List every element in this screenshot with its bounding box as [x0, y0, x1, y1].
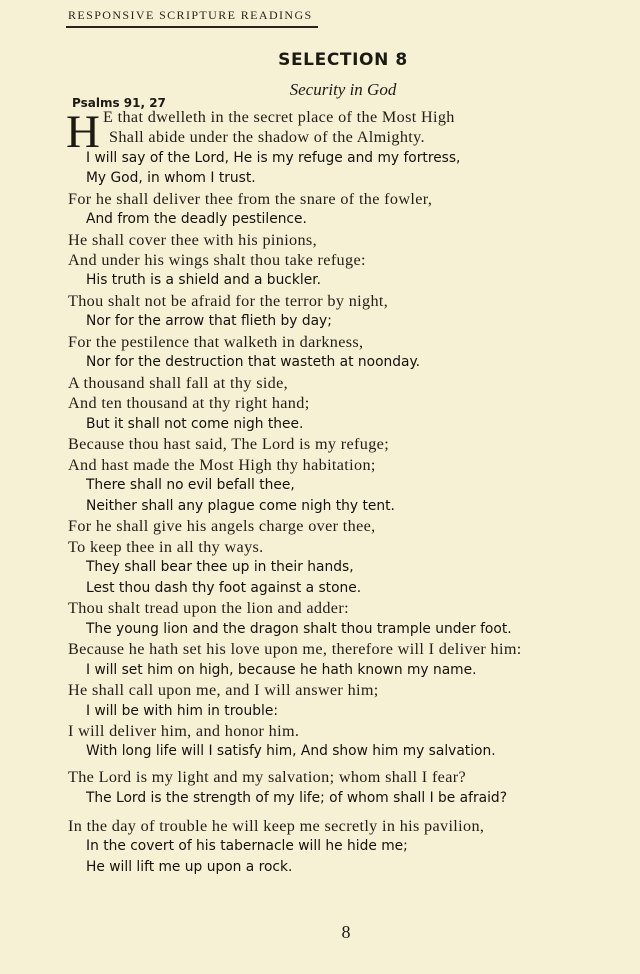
- responsive-line: I will set him on high, because he hath known my name.: [86, 662, 477, 678]
- reading-line: To keep thee in all thy ways.: [68, 538, 264, 556]
- reading-line: For the pestilence that walketh in darkness,: [68, 333, 364, 351]
- responsive-line: He will lift me up upon a rock.: [86, 859, 293, 875]
- responsive-line: Neither shall any plague come nigh thy tent.: [86, 498, 395, 514]
- responsive-line: In the covert of his tabernacle will he hide me;: [86, 838, 408, 854]
- reading-line: And hast made the Most High thy habitation;: [68, 456, 376, 474]
- page-number: 8: [341, 922, 351, 942]
- responsive-line: Nor for the destruction that wasteth at noonday.: [86, 354, 421, 370]
- reading-line: For he shall deliver thee from the snare of the fowler,: [68, 190, 433, 208]
- selection-subtitle: Security in God: [289, 80, 397, 99]
- reading-line: Because thou hast said, The Lord is my refuge;: [68, 435, 390, 453]
- responsive-line: Nor for the arrow that flieth by day;: [86, 313, 332, 329]
- reading-line: Thou shalt not be afraid for the terror by night,: [68, 292, 389, 310]
- reading-line: Because he hath set his love upon me, therefore will I deliver him:: [68, 640, 522, 658]
- reading-line: E that dwelleth in the secret place of the Most High: [103, 108, 455, 126]
- reading-line: He shall call upon me, and I will answer him;: [68, 681, 379, 699]
- header-rule: [66, 26, 318, 28]
- responsive-line: My God, in whom I trust.: [86, 170, 256, 186]
- scripture-reference: Psalms 91, 27: [72, 96, 166, 110]
- selection-title: SELECTION 8: [278, 50, 408, 70]
- reading-line: And under his wings shalt thou take refuge:: [68, 251, 366, 269]
- responsive-line: Lest thou dash thy foot against a stone.: [86, 580, 362, 596]
- responsive-line: I will say of the Lord, He is my refuge and my fortress,: [86, 150, 461, 166]
- reading-line: In the day of trouble he will keep me secretly in his pavilion,: [68, 817, 485, 835]
- responsive-line: And from the deadly pestilence.: [86, 211, 307, 227]
- reading-line: For he shall give his angels charge over thee,: [68, 517, 376, 535]
- reading-line: And ten thousand at thy right hand;: [68, 394, 310, 412]
- responsive-line: There shall no evil befall thee,: [86, 477, 295, 493]
- responsive-line: With long life will I satisfy him, And show him my salvation.: [86, 743, 496, 759]
- responsive-line: They shall bear thee up in their hands,: [86, 559, 354, 575]
- responsive-line: I will be with him in trouble:: [86, 703, 278, 719]
- reading-line: Shall abide under the shadow of the Almighty.: [109, 128, 425, 146]
- responsive-line: His truth is a shield and a buckler.: [86, 272, 321, 288]
- reading-line: He shall cover thee with his pinions,: [68, 231, 317, 249]
- reading-line: Thou shalt tread upon the lion and adder:: [68, 599, 349, 617]
- running-head: RESPONSIVE SCRIPTURE READINGS: [68, 8, 313, 22]
- responsive-line: The young lion and the dragon shalt thou trample under foot.: [86, 621, 512, 637]
- reading-line: The Lord is my light and my salvation; whom shall I fear?: [68, 768, 467, 786]
- reading-line: I will deliver him, and honor him.: [68, 722, 300, 740]
- responsive-line: But it shall not come nigh thee.: [86, 416, 304, 432]
- responsive-line: The Lord is the strength of my life; of whom shall I be afraid?: [86, 790, 508, 806]
- drop-cap: H: [66, 106, 100, 158]
- reading-line: A thousand shall fall at thy side,: [68, 374, 289, 392]
